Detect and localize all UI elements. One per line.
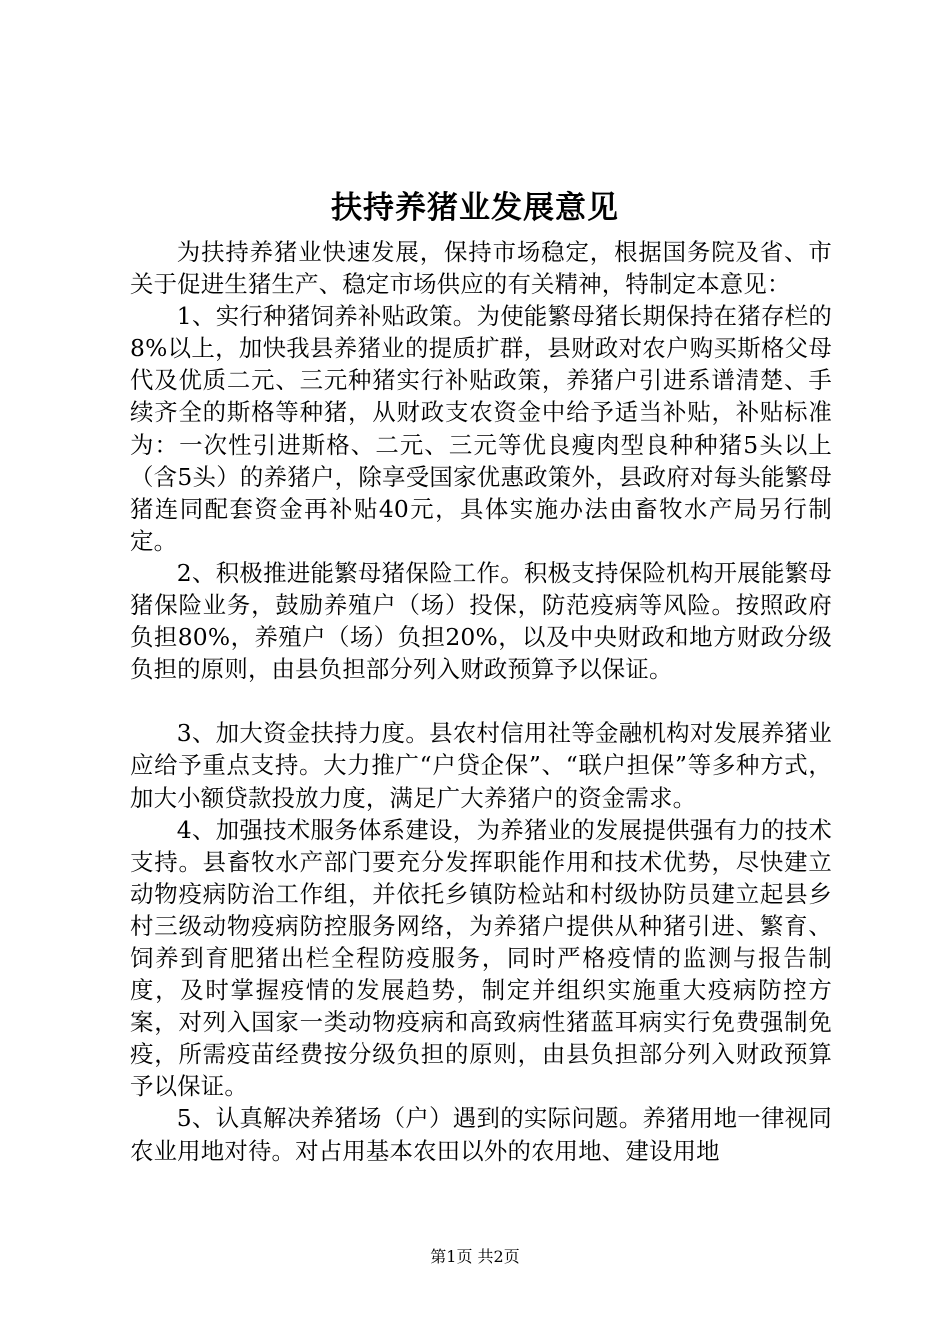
paragraph-item-5: 5、认真解决养猪场（户）遇到的实际问题。养猪用地一律视同农业用地对待。对占用基本农田以外的农用地、建设用地 [130,1104,832,1165]
document-body [130,236,832,1167]
paragraph-item-1: 1、实行种猪饲养补贴政策。为使能繁母猪长期保持在猪存栏的8%以上，加快我县养猪业的提质扩群，县财政对农户购买斯格父母代及优质二元、三元种猪实行补贴政策，养猪户引进系谱清楚、手续齐全的斯格等种猪，从财政支农资金中给予适当补贴，补贴标准为：一次性引进斯格、二元、三元等优良瘦肉型良种种猪5头以上（含5头）的养猪户，除享受国家优惠政策外，县政府对每头能繁母猪连同配套资金再补贴40元，具体实施办法由畜牧水产局另行制定。 [130,302,832,555]
paragraph-item-3: 3、加大资金扶持力度。县农村信用社等金融机构对发展养猪业应给予重点支持。大力推广“户贷企保”、“联户担保”等多种方式，加大小额贷款投放力度，满足广大养猪户的资金需求。 [130,719,832,812]
paragraph-item-4: 4、加强技术服务体系建设，为养猪业的发展提供强有力的技术支持。县畜牧水产部门要充分发挥职能作用和技术优势，尽快建立动物疫病防治工作组，并依托乡镇防检站和村级协防员建立起县乡村三级动物疫病防控服务网络，为养猪户提供从种猪引进、繁育、饲养到育肥猪出栏全程防疫服务，同时严格疫情的监测与报告制度，及时掌握疫情的发展趋势，制定并组织实施重大疫病防控方案，对列入国家一类动物疫病和高致病性猪蓝耳病实行免费强制免疫，所需疫苗经费按分级负担的原则，由县负担部分列入财政预算予以保证。 [130,815,832,1101]
paragraph-item-2: 2、积极推进能繁母猪保险工作。积极支持保险机构开展能繁母猪保险业务，鼓励养殖户（场）投保，防范疫病等风险。按照政府负担80%，养殖户（场）负担20%，以及中央财政和地方财政分级负担的原则，由县负担部分列入财政预算予以保证。 [130,558,832,684]
page-number-footer: 第1页 共2页 [430,1247,520,1266]
paragraph-intro: 为扶持养猪业快速发展，保持市场稳定，根据国务院及省、市关于促进生猪生产、稳定市场供应的有关精神，特制定本意见： [130,238,832,299]
document-title: 扶持养猪业发展意见 [331,190,619,226]
